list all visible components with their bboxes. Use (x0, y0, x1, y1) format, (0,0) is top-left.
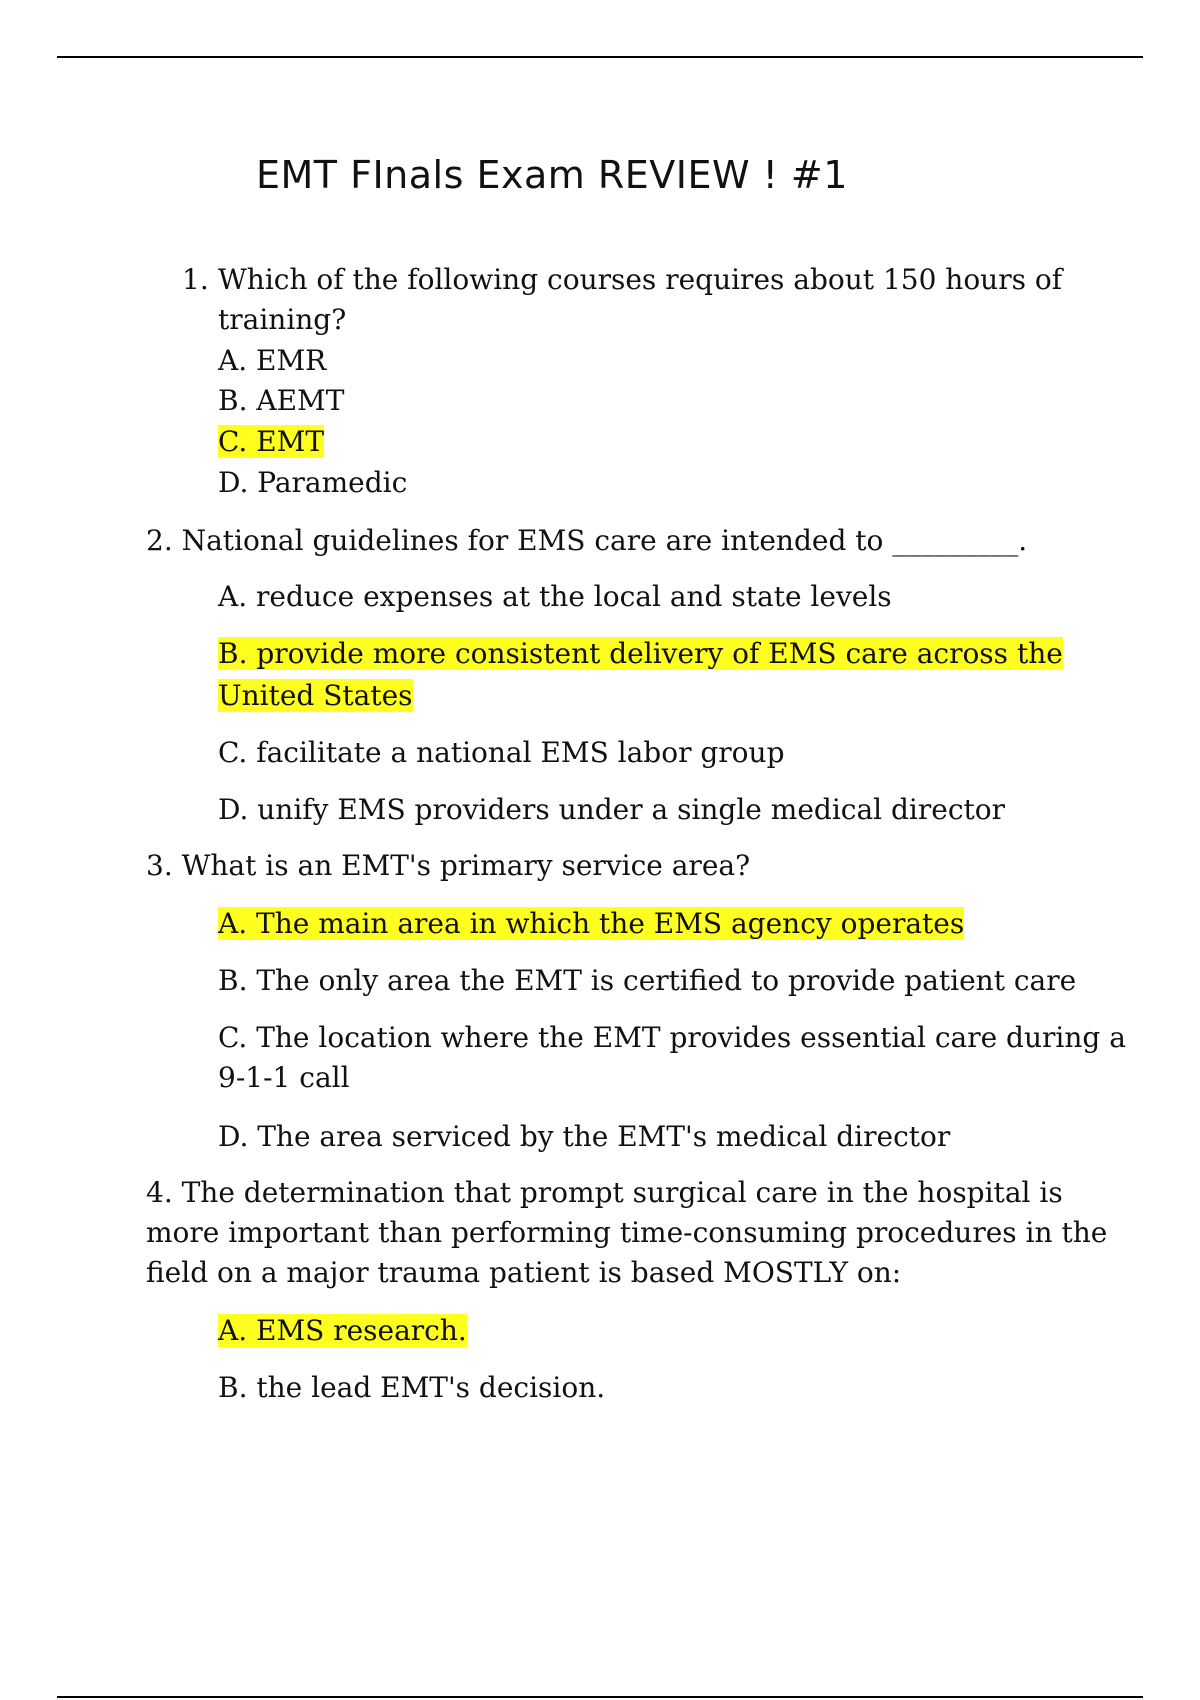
question-2-option-a: A. reduce expenses at the local and state levels (218, 580, 892, 613)
question-4-text-line-2: more important than performing time-consuming procedures in the (146, 1216, 1108, 1249)
question-1-option-b: B. AEMT (218, 384, 345, 417)
question-3-option-c-line-2: 9-1-1 call (218, 1061, 350, 1094)
question-4-option-b: B. the lead EMT's decision. (218, 1371, 606, 1404)
question-3-option-c-line-1: C. The location where the EMT provides essential care during a (218, 1021, 1126, 1054)
bottom-rule (57, 1696, 1143, 1698)
document-title: EMT FInals Exam REVIEW ! #1 (256, 153, 848, 197)
question-4-text-line-3: field on a major trauma patient is based MOSTLY on: (146, 1256, 902, 1289)
question-1-option-c-highlighted: C. EMT (218, 425, 325, 458)
question-3-text: 3. What is an EMT's primary service area? (146, 849, 751, 882)
top-rule (57, 56, 1143, 58)
question-4-text-line-1: 4. The determination that prompt surgical care in the hospital is (146, 1176, 1063, 1209)
question-1-option-a: A. EMR (218, 344, 327, 377)
question-1-text-line-1: Which of the following courses requires about 150 hours of (218, 263, 1063, 296)
question-1-text-line-2: training? (218, 303, 347, 336)
question-3-option-a-highlighted: A. The main area in which the EMS agency operates (218, 907, 965, 940)
question-2-option-c: C. facilitate a national EMS labor group (218, 736, 785, 769)
question-2-option-d: D. unify EMS providers under a single medical director (218, 793, 1006, 826)
question-2-option-b-highlighted-line-1: B. provide more consistent delivery of EMS care across the (218, 637, 1063, 670)
question-1-option-d: D. Paramedic (218, 466, 408, 499)
question-2-option-b-highlighted-line-2: United States (218, 679, 413, 712)
question-3-option-b: B. The only area the EMT is certified to provide patient care (218, 964, 1077, 997)
question-4-option-a-highlighted: A. EMS research. (218, 1314, 467, 1347)
question-2-text: 2. National guidelines for EMS care are intended to _________. (146, 524, 1028, 557)
question-1-number: 1. (182, 263, 209, 296)
question-3-option-d: D. The area serviced by the EMT's medical director (218, 1120, 951, 1153)
